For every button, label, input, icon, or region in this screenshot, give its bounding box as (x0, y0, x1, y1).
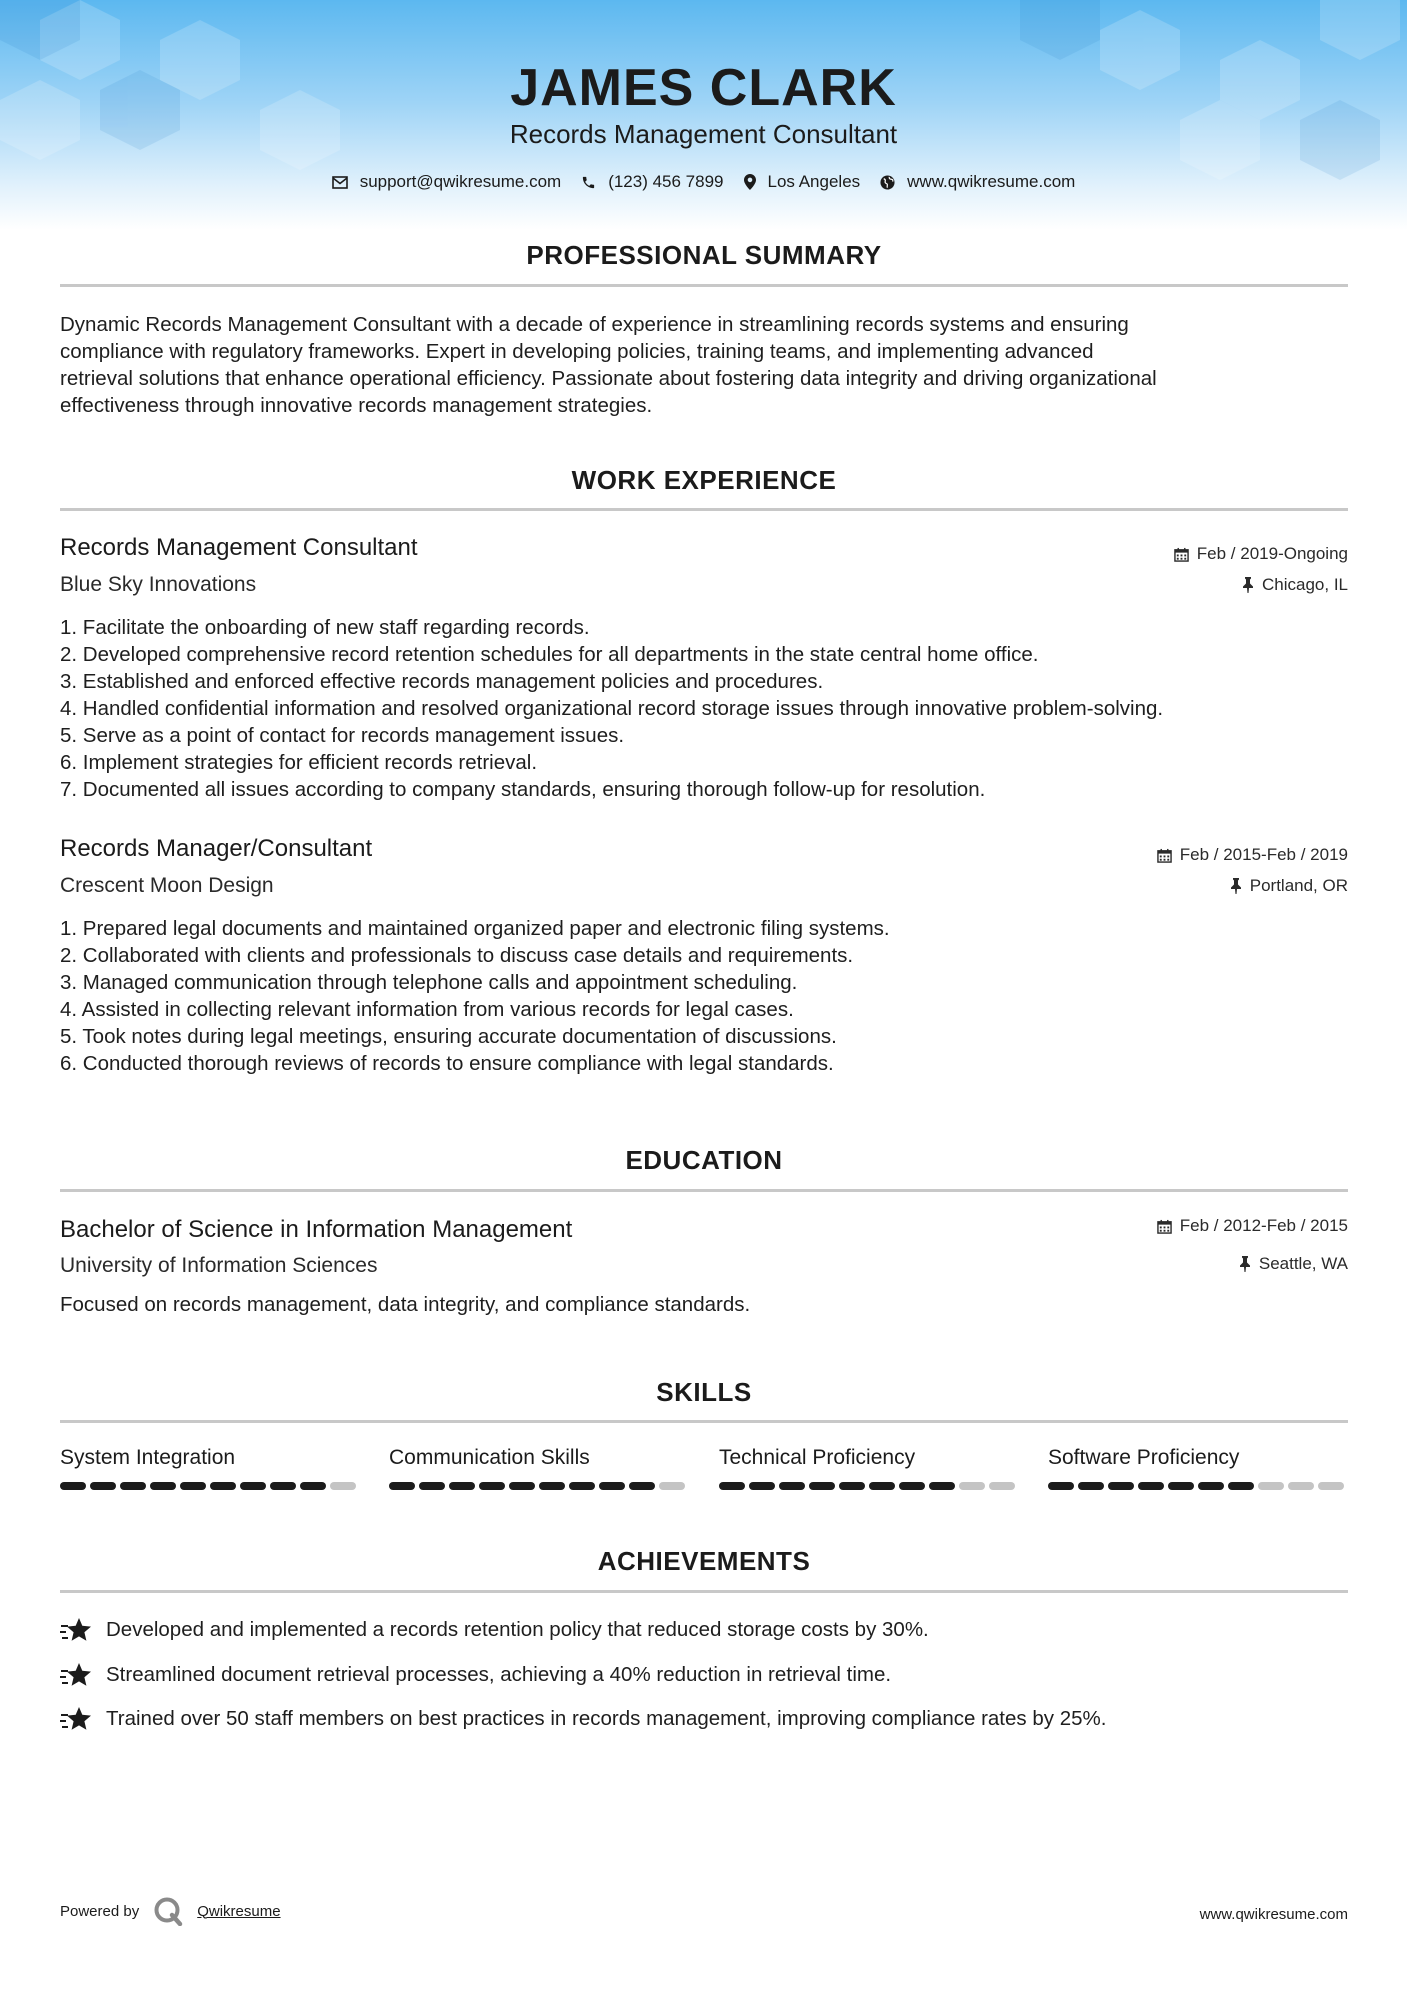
skill-segment-empty (1288, 1482, 1314, 1490)
experience-divider (60, 508, 1348, 511)
skill-rating-bar (60, 1482, 360, 1490)
pushpin-icon (1239, 1256, 1251, 1272)
skill-segment-filled (839, 1482, 865, 1490)
footer-website[interactable]: www.qwikresume.com (1199, 1906, 1348, 1923)
job-title: Records Manager/Consultant (60, 835, 373, 862)
summary-line: effectiveness through innovative records management strategies. (60, 394, 653, 417)
candidate-name: JAMES CLARK (510, 59, 897, 117)
contact-website-text: www.qwikresume.com (907, 172, 1076, 191)
skill-item (60, 1446, 360, 1490)
contact-location-text: Los Angeles (767, 172, 861, 191)
achievement-text: Trained over 50 staff members on best practices in records management, improving compliance rates by 25%. (106, 1707, 1107, 1730)
footer-branding (60, 1896, 281, 1926)
education-heading: EDUCATION (625, 1145, 783, 1175)
job-company: Crescent Moon Design (60, 874, 274, 897)
skill-segment-filled (1138, 1482, 1164, 1490)
job-location-text: Chicago, IL (1262, 575, 1348, 594)
skill-rating-bar (719, 1482, 1019, 1490)
skill-segment-empty (659, 1482, 685, 1490)
skill-segment-empty (1258, 1482, 1284, 1490)
candidate-title: Records Management Consultant (509, 119, 898, 149)
achievement-text: Developed and implemented a records retention policy that reduced storage costs by 30%. (106, 1618, 929, 1641)
skill-rating-bar (1048, 1482, 1348, 1490)
list-item: 6. Conducted thorough reviews of records to ensure compliance with legal standards. (60, 1052, 834, 1075)
skill-segment-filled (929, 1482, 955, 1490)
skill-segment-filled (719, 1482, 745, 1490)
skill-segment-filled (599, 1482, 625, 1490)
education-location-text: Seattle, WA (1258, 1254, 1348, 1273)
summary-text (60, 311, 1350, 419)
list-item: 4. Handled confidential information and resolved organizational record storage issues through innovative problem-solving. (60, 697, 1164, 720)
achievement-item (60, 1662, 891, 1688)
map-marker-icon (744, 174, 756, 190)
skill-segment-filled (240, 1482, 266, 1490)
list-item: 7. Documented all issues according to company standards, ensuring thorough follow-up for resolution. (60, 778, 986, 801)
skill-segment-filled (419, 1482, 445, 1490)
list-item: 4. Assisted in collecting relevant information from various records for legal cases. (60, 998, 794, 1021)
skill-item (719, 1446, 1019, 1490)
skill-segment-filled (1108, 1482, 1134, 1490)
list-item: 3. Established and enforced effective records management policies and procedures. (60, 670, 824, 693)
star-icon (60, 1662, 92, 1688)
job-responsibilities (60, 915, 1360, 1077)
education-dates (1157, 1216, 1348, 1236)
skills-divider (60, 1420, 1348, 1423)
skill-name: Technical Proficiency (719, 1446, 916, 1469)
skill-segment-filled (449, 1482, 475, 1490)
skill-segment-filled (629, 1482, 655, 1490)
education-school: University of Information Sciences (60, 1254, 378, 1277)
calendar-icon (1157, 848, 1172, 863)
list-item: 1. Facilitate the onboarding of new staff regarding records. (60, 616, 590, 639)
skill-segment-filled (509, 1482, 535, 1490)
envelope-icon (332, 176, 348, 189)
skill-name: Communication Skills (389, 1446, 590, 1469)
contact-email[interactable] (332, 172, 562, 192)
skill-segment-empty (1318, 1482, 1344, 1490)
summary-line: retrieval solutions that enhance operational efficiency. Passionate about fostering data integrity and driving organizational (60, 367, 1157, 390)
calendar-icon (1174, 547, 1189, 562)
list-item: 5. Took notes during legal meetings, ensuring accurate documentation of discussions. (60, 1025, 837, 1048)
job-responsibilities (60, 614, 1360, 803)
job-dates (1174, 544, 1348, 564)
education-degree: Bachelor of Science in Information Management (60, 1216, 573, 1243)
job-location (1242, 575, 1348, 595)
star-icon (60, 1706, 92, 1732)
education-description: Focused on records management, data integrity, and compliance standards. (60, 1293, 751, 1316)
skill-segment-empty (959, 1482, 985, 1490)
skill-segment-filled (90, 1482, 116, 1490)
list-item: 5. Serve as a point of contact for records management issues. (60, 724, 625, 747)
summary-line: Dynamic Records Management Consultant with a decade of experience in streamlining records systems and ensuring (60, 313, 1129, 336)
skill-segment-filled (899, 1482, 925, 1490)
list-item: 6. Implement strategies for efficient records retrieval. (60, 751, 538, 774)
skill-rating-bar (389, 1482, 689, 1490)
job-dates-text: Feb / 2019-Ongoing (1196, 544, 1348, 563)
job-title: Records Management Consultant (60, 534, 418, 561)
skill-segment-filled (150, 1482, 176, 1490)
list-item: 2. Developed comprehensive record retention schedules for all departments in the state central home office. (60, 643, 1039, 666)
skill-name: System Integration (60, 1446, 236, 1469)
skill-segment-filled (300, 1482, 326, 1490)
job-dates (1157, 845, 1348, 865)
skill-segment-filled (1078, 1482, 1104, 1490)
summary-line: compliance with regulatory frameworks. Expert in developing policies, training teams, and implementing advanced (60, 340, 1094, 363)
skill-segment-filled (389, 1482, 415, 1490)
skill-item (389, 1446, 689, 1490)
skill-segment-filled (270, 1482, 296, 1490)
skill-segment-filled (479, 1482, 505, 1490)
globe-icon (880, 175, 895, 190)
skill-segment-filled (779, 1482, 805, 1490)
skill-segment-filled (539, 1482, 565, 1490)
achievements-divider (60, 1590, 1348, 1593)
contact-location (744, 172, 861, 192)
skill-item (1048, 1446, 1348, 1490)
skill-segment-filled (869, 1482, 895, 1490)
job-location (1230, 876, 1348, 896)
skill-segment-empty (330, 1482, 356, 1490)
achievement-item (60, 1617, 929, 1643)
contact-phone-text: (123) 456 7899 (608, 172, 724, 191)
powered-by-label: Powered by (60, 1902, 140, 1920)
skill-segment-filled (1228, 1482, 1254, 1490)
job-dates-text: Feb / 2015-Feb / 2019 (1179, 845, 1348, 864)
skill-segment-empty (989, 1482, 1015, 1490)
skill-segment-filled (569, 1482, 595, 1490)
contact-phone[interactable] (581, 172, 723, 192)
list-item: 2. Collaborated with clients and professionals to discuss case details and requirements. (60, 944, 854, 967)
skill-name: Software Proficiency (1048, 1446, 1240, 1469)
qwikresume-logo-icon (153, 1896, 183, 1926)
education-divider (60, 1189, 1348, 1192)
skill-segment-filled (1048, 1482, 1074, 1490)
job-company: Blue Sky Innovations (60, 573, 257, 596)
contact-email-text: support@qwikresume.com (359, 172, 562, 191)
qwikresume-link[interactable]: Qwikresume (197, 1902, 281, 1920)
phone-icon (581, 175, 596, 190)
achievement-text: Streamlined document retrieval processes, achieving a 40% reduction in retrieval time. (106, 1663, 892, 1686)
skill-segment-filled (120, 1482, 146, 1490)
skill-segment-filled (1168, 1482, 1194, 1490)
list-item: 1. Prepared legal documents and maintained organized paper and electronic filing systems. (60, 917, 890, 940)
list-item: 3. Managed communication through telephone calls and appointment scheduling. (60, 971, 798, 994)
skill-segment-filled (180, 1482, 206, 1490)
calendar-icon (1157, 1219, 1172, 1234)
skill-segment-filled (210, 1482, 236, 1490)
contact-website[interactable] (880, 172, 1075, 192)
skill-segment-filled (749, 1482, 775, 1490)
experience-heading: WORK EXPERIENCE (571, 465, 837, 495)
pushpin-icon (1230, 878, 1242, 894)
star-icon (60, 1617, 92, 1643)
education-dates-text: Feb / 2012-Feb / 2015 (1179, 1216, 1348, 1235)
summary-divider (60, 284, 1348, 287)
pushpin-icon (1242, 577, 1254, 593)
education-location (1239, 1254, 1348, 1274)
achievements-heading: ACHIEVEMENTS (597, 1546, 811, 1576)
skill-segment-filled (809, 1482, 835, 1490)
achievement-item (60, 1706, 1106, 1732)
contact-bar (0, 172, 1407, 192)
skill-segment-filled (60, 1482, 86, 1490)
skills-heading: SKILLS (656, 1377, 752, 1407)
skill-segment-filled (1198, 1482, 1224, 1490)
summary-heading: PROFESSIONAL SUMMARY (526, 240, 882, 270)
job-location-text: Portland, OR (1249, 876, 1348, 895)
